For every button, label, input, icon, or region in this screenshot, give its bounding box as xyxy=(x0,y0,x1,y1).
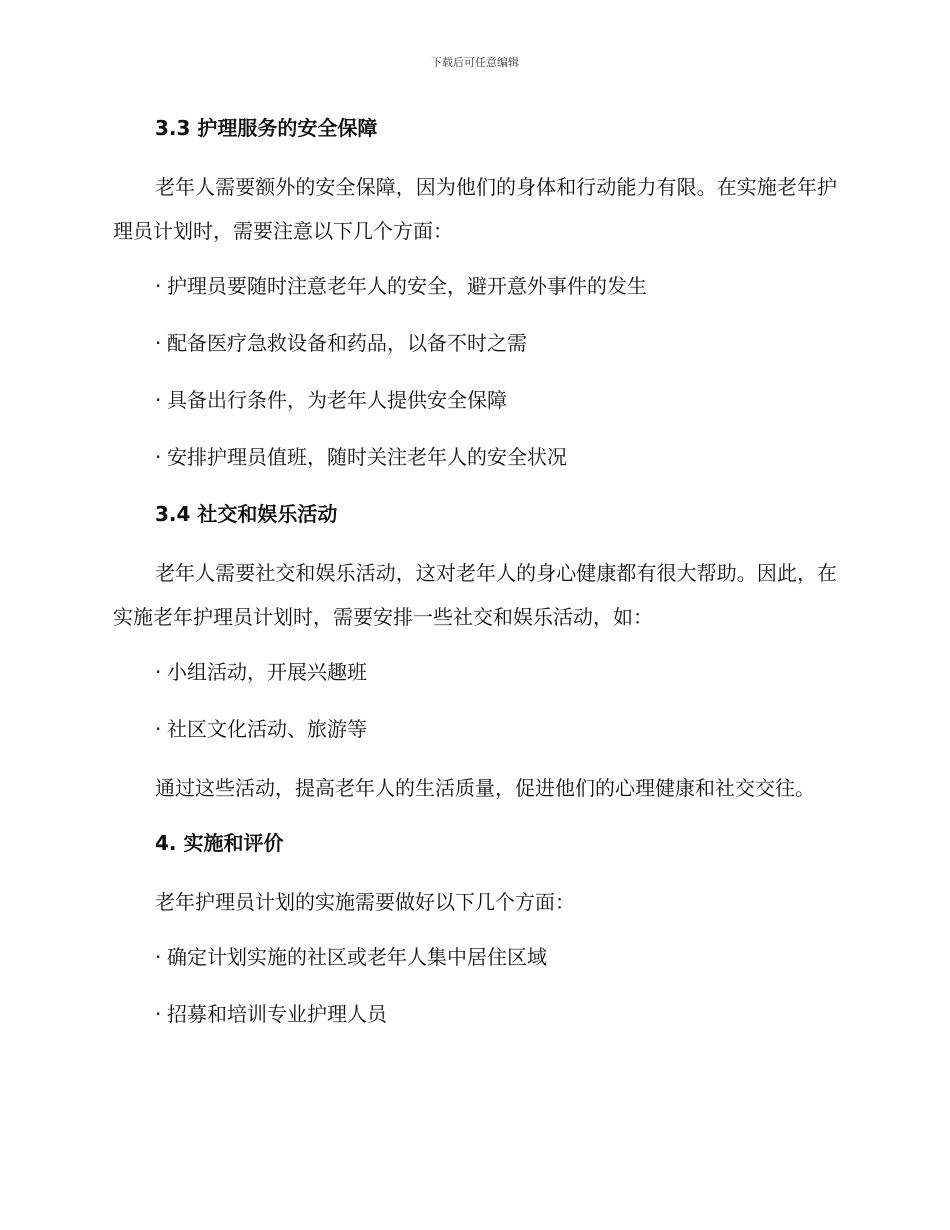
bullet-text: 小组活动，开展兴趣班 xyxy=(167,660,367,684)
paragraph-social-intro: 老年人需要社交和娱乐活动，这对老年人的身心健康都有很大帮助。因此，在实施老年护理员计划时，需要安排一些社交和娱乐活动，如： xyxy=(113,561,837,629)
section-heading-4: 4. 实施和评价 xyxy=(155,831,284,855)
bullet-text: 具备出行条件，为老年人提供安全保障 xyxy=(167,388,507,412)
bullet-item xyxy=(113,937,837,977)
bullet-text: 招募和培训专业护理人员 xyxy=(167,1002,387,1026)
bullet-dot-icon: · xyxy=(155,388,162,412)
bullet-text: 护理员要随时注意老年人的安全，避开意外事件的发生 xyxy=(167,274,647,298)
bullet-dot-icon: · xyxy=(155,660,162,684)
bullet-text: 社区文化活动、旅游等 xyxy=(167,717,367,741)
paragraph-safety-intro: 老年人需要额外的安全保障，因为他们的身体和行动能力有限。在实施老年护理员计划时，需要注意以下几个方面： xyxy=(113,175,837,243)
paragraph-social-summary: 通过这些活动，提高老年人的生活质量，促进他们的心理健康和社交交往。 xyxy=(155,776,815,800)
section-heading-3-4: 3.4 社交和娱乐活动 xyxy=(155,502,338,526)
bullet-dot-icon: · xyxy=(155,1002,162,1026)
bullet-item xyxy=(113,437,837,477)
bullet-item xyxy=(113,323,837,363)
bullet-dot-icon: · xyxy=(155,717,162,741)
bullet-text: 确定计划实施的社区或老年人集中居住区域 xyxy=(167,945,547,969)
bullet-item xyxy=(113,994,837,1034)
bullet-item xyxy=(113,652,837,692)
bullet-item xyxy=(113,380,837,420)
bullet-dot-icon: · xyxy=(155,331,162,355)
bullet-dot-icon: · xyxy=(155,945,162,969)
page-header-note: 下载后可任意编辑 xyxy=(431,56,519,69)
bullet-item xyxy=(113,266,837,306)
document-body xyxy=(113,108,837,1051)
bullet-dot-icon: · xyxy=(155,274,162,298)
bullet-text: 安排护理员值班，随时关注老年人的安全状况 xyxy=(167,445,567,469)
paragraph-implementation-intro: 老年护理员计划的实施需要做好以下几个方面： xyxy=(155,890,575,914)
section-heading-3-3: 3.3 护理服务的安全保障 xyxy=(155,116,378,140)
bullet-dot-icon: · xyxy=(155,445,162,469)
bullet-item xyxy=(113,709,837,749)
bullet-text: 配备医疗急救设备和药品，以备不时之需 xyxy=(167,331,527,355)
